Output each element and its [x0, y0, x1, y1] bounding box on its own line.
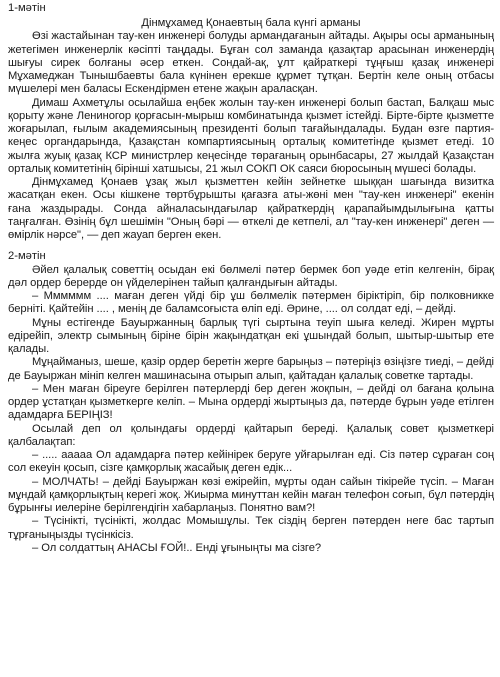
text-1-paragraph: Өзі жастайынан тау-кен инженері болуды армандағанын айтады. Ақыры осы арманының жетегімен инженерлік кәсіпті таңдады. Бұған сол заманда қазақтар арасынан инженердің шығуы сирек болғаны әсер еткен. Сондай-ақ, ұлт қайраткері тұңғыш қазақ инженері Мұхамеджан Тынышбаевты бала күнінен ерекше құрмет тұтқан. Бертін келе оның отбасы мүшелері мен баласы Ескендірмен етене жақын араласқан. [8, 30, 494, 96]
text-1-paragraph: Дінмұхамед Қонаев ұзақ жыл қызметтен кейін зейнетке шыққан шағында визитка жасатқан екен. Осы кішкене төртбұрышты қағазға аты-жөні мен "тау-кен инженері" екенін ғана жаздырады. Сонда айналасындағылар қайраткердің қарапайымдылығына қатты таңғалған. Өзінің бұл шешімін "Оның бәрі — өткелі де кетпелі, ал "тау-кен инженері" деген — өмірлік нәрсе", — деп жауап берген екен. [8, 176, 494, 242]
text-1-title: Дінмұхамед Қонаевтың бала күнгі арманы [141, 17, 361, 30]
text-2-label: 2-мәтін [8, 250, 46, 263]
text-2-paragraph: – Мммммм .... маған деген үйді бір ұш бөлмелік пәтермен біріктіріп, бір полковникке берніті. Қайтейін .... , менің де баламсоғыста өліп еді. Әрине, .... ол солдат еді, – дейді. [8, 290, 494, 316]
text-2-section [8, 250, 494, 555]
text-2-paragraph: – Мен маған біреуге берілген пәтерлерді бер деген жоқпын, – дейді ол бағана қолына ордер ұстатқан қызметкерге келіп. – Мына ордерді жыртыңыз да, пәтерде бұрын уәде етілген адамдарға БЕРІҢІЗ! [8, 382, 494, 422]
text-2-paragraph: – МОЛЧАТЬ! – дейді Бауыржан көзі ежірейіп, мұрты одан сайын тікірейе түсіп. – Маған мұндай қамқорлықтың керегі жоқ. Жиырма минуттан кейін маған телефон соғып, бұл пәтердің бұрынғы иелеріне берілгендігін хабарлаңыз. Понятно вам?! [8, 475, 494, 515]
text-1-section [8, 0, 494, 242]
text-1-label: 1-мәтін [8, 2, 46, 14]
text-2-paragraph: – Ол солдаттың АНАСЫ ҒОЙ!.. Енді ұғыныңты ма сізге? [32, 541, 322, 554]
section-gap [8, 242, 494, 250]
text-2-paragraph: Әйел қалалық советтің осыдан екі бөлмелі пәтер бермек боп уәде етіп келгенін, бірақ дәл ордер берерде он үйделерінен тайып қалғандығын айтады. [8, 263, 494, 289]
text-2-paragraph: – ..... ааааа Ол адамдарға пәтер кейінірек беруге уйғарылған еді. Сіз пәтер сұраған соң сол екеуін қосып, сізге қамқорлық жасайық деген едік... [8, 449, 494, 475]
text-1-paragraph: Димаш Ахметұлы осылайша еңбек жолын тау-кен инженері болып бастап, Балқаш мыс қорыту және Лениногор қорғасын-мырыш комбинатында қызмет істейді. Бірте-бірте қызметте жоғарылап, ғылым академиясының президенті болып тағайындалады. Будан өзге партия-кеңес органдарында, Қазақстан компартиясының орталық комитетінде қызмет етеді. 10 жылға жуық қазақ КСР министрлер кеңесінде төрағаның орынбасары, 27 жылдай Қазақстан орталық комитетінің бірінші хатшысы, 21 жыл СОКП ОК саяси бюросының мүшесі болады. [8, 96, 494, 175]
text-2-paragraph: – Түсінікті, түсінікті, жолдас Момышұлы. Тек сіздің берген пәтерден неге бас тартып тұрғаныңызды түсінкісіз. [8, 515, 494, 541]
text-2-paragraph: Мұны естігенде Бауыржанның барлық түгі сыртына теуіп шыға келеді. Жирен мұрты едірейіп, электр сымының біріне бірін жақындатқан екі ұшындай болып, шытыр-шытыр ете қалады. [8, 316, 494, 356]
text-2-paragraph: Осылай деп ол қолындағы ордерді қайтарып береді. Қалалық совет қызметкері қалбалақтап: [8, 422, 494, 448]
text-2-paragraph: Мұңайманыз, шеше, қазір ордер беретін жерге барыңыз – пәтеріңіз өзіңізге тиеді, – дейді де Бауыржан мініп келген машинасына отырып алып, қайтадан қалалық советке тартады. [8, 356, 494, 382]
